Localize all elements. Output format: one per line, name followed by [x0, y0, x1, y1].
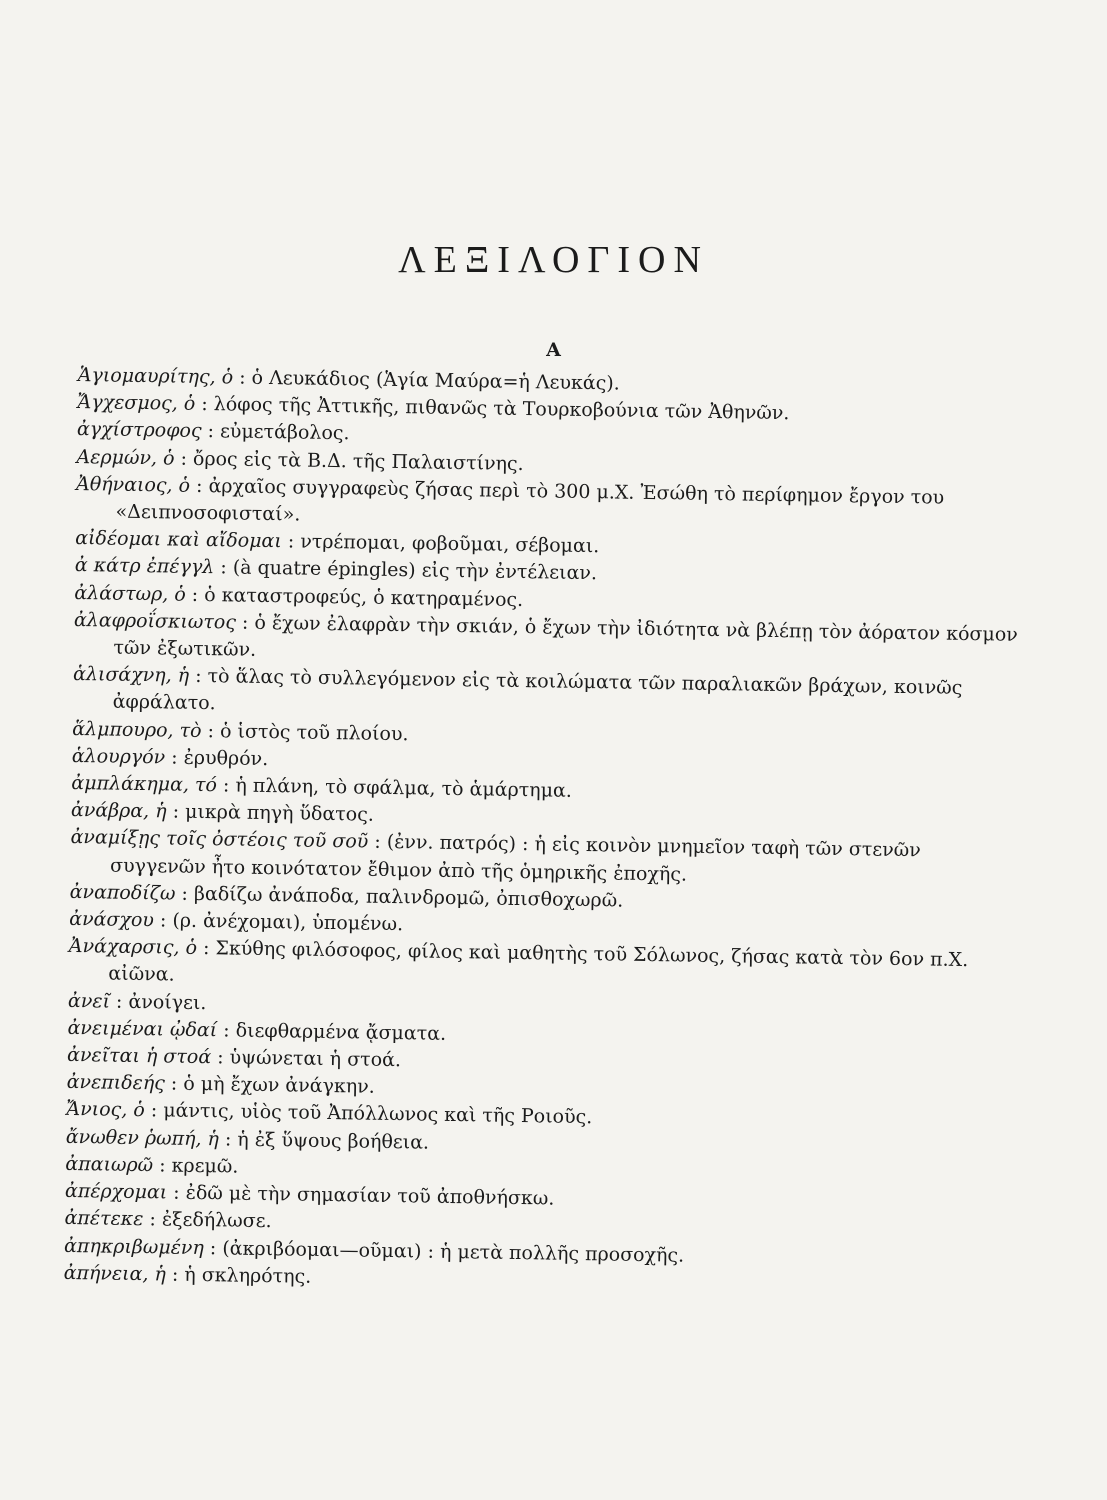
entry-separator: :	[165, 746, 184, 769]
entry-definition: ντρέπομαι, φοβοῦμαι, σέβομαι.	[300, 530, 600, 558]
entry-headword: ἄνωθεν ῥωπή, ἡ	[65, 1125, 220, 1150]
entry-definition: ἐξεδήλωσε.	[161, 1208, 272, 1233]
entry-definition: ὑψώνεται ἡ στοά.	[229, 1046, 402, 1072]
entry-headword: αἰδέομαι καὶ αἴδομαι	[75, 527, 282, 553]
entry-separator: :	[152, 1154, 172, 1177]
entry-headword: ἀνεῖται ἡ στοά	[66, 1043, 212, 1069]
entry-definition: ὁ μὴ ἔχων ἀνάγκην.	[183, 1073, 375, 1099]
entry-definition: ὁ Λευκάδιος (Ἁγία Μαύρα=ἡ Λευκάς).	[251, 366, 620, 395]
entry-headword: ἀγχίστροφος	[76, 418, 202, 443]
entry-definition: τὸ ἅλας τὸ συλλεγόμενον εἰς τὰ κοιλώματα τῶν παραλιακῶν βράχων, κοινῶς ἀφράλατο.	[112, 665, 963, 715]
entry-definition: ὄρος εἰς τὰ Β.Δ. τῆς Παλαιστίνης.	[192, 447, 524, 475]
entry-headword: ἀπέτεκε	[64, 1207, 144, 1231]
entry-definition: εὐμετάβολος.	[219, 420, 350, 445]
entry-separator: :	[232, 366, 252, 389]
entry-separator: :	[185, 583, 205, 606]
entry-headword: ἀναμίξῃς τοῖς ὀστέοις τοῦ σοῦ	[70, 826, 369, 854]
entry-headword: ἀνάβρα, ἡ	[70, 799, 167, 823]
glossary-list	[63, 362, 1027, 1302]
entry-definition: (ἐνν. πατρός) : ἡ εἰς κοινὸν μνημεῖον ταφὴ τῶν στενῶν συγγενῶν ἦτο κοινότατον ἔθιμον ἀπὸ τῆς ὁμηρικῆς ἐποχῆς.	[109, 831, 921, 886]
entry-definition: διεφθαρμένα ᾄσματα.	[235, 1019, 447, 1045]
entry-definition: ἐρυθρόν.	[183, 746, 269, 770]
entry-definition: ὁ ἱστὸς τοῦ πλοίου.	[219, 719, 409, 745]
entry-definition: ὁ ἔχων ἐλαφρὰν τὴν σκιάν, ὁ ἔχων τὴν ἰδιότητα νὰ βλέπῃ τὸν ἀόρατον κόσμον τῶν ἐξωτικῶν.	[113, 611, 1018, 661]
entry-headword: ἀναποδίζω	[69, 880, 176, 905]
entry-headword: ἀπέρχομαι	[64, 1179, 168, 1204]
entry-separator: :	[167, 1181, 186, 1204]
entry-separator: :	[216, 774, 236, 797]
entry-definition: ὁ καταστροφεύς, ὁ κατηραμένος.	[204, 583, 524, 611]
entry-headword: ἀλάστωρ, ὁ	[74, 581, 186, 606]
page-title: ΛΕΞΙΛΟΓΙΟΝ	[398, 239, 709, 281]
entry-headword: ἀνεῖ	[67, 989, 111, 1013]
entry-separator: :	[153, 909, 173, 932]
entry-separator: :	[217, 1019, 236, 1042]
entry-separator: :	[214, 556, 233, 579]
entry-headword: Ἁγιομαυρίτης, ὁ	[77, 363, 234, 389]
entry-headword: ἀπηκριβωμένη	[63, 1234, 205, 1259]
entry-separator: :	[203, 1236, 223, 1259]
entry-definition: ἡ πλάνη, τὸ σφάλμα, τὸ ἁμάρτημα.	[235, 774, 573, 802]
entry-definition: μικρὰ πηγὴ ὕδατος.	[184, 800, 375, 826]
entry-headword: ἁλουργόν	[71, 744, 166, 769]
entry-headword: Ἀνάχαρσις, ὁ	[68, 935, 198, 960]
entry-separator: :	[201, 719, 221, 742]
entry-separator: :	[195, 393, 214, 416]
entry-headword: ἀ κάτρ ἐπέγγλ	[74, 554, 215, 579]
entry-headword: ἀπαιωρῶ	[65, 1152, 154, 1177]
entry-headword: ἀμπλάκημα, τό	[71, 771, 218, 797]
entry-definition: (ρ. ἀνέχομαι), ὑπομένω.	[172, 909, 404, 936]
entry-definition: ἀνοίγει.	[128, 990, 207, 1014]
entry-headword: Αερμών, ὁ	[76, 445, 175, 470]
entry-separator: :	[109, 990, 129, 1013]
entry-separator: :	[218, 1127, 238, 1151]
entry-separator: :	[143, 1208, 163, 1231]
entry-separator: :	[201, 420, 221, 443]
entry-headword: ἀνεπιδεής	[66, 1071, 166, 1095]
entry-separator: :	[368, 831, 387, 854]
entry-definition: μάντις, υἱὸς τοῦ Ἀπόλλωνος καὶ τῆς Ροιοῦς.	[163, 1099, 593, 1129]
entry-separator: :	[281, 530, 301, 553]
entry-definition: (à quatre épingles) εἰς τὴν ἐντέλειαν.	[232, 556, 598, 585]
entry-headword: ἁλισάχνη, ἡ	[72, 663, 190, 688]
entry-separator: :	[188, 665, 208, 688]
entry-definition: ἡ σκληρότης.	[184, 1263, 312, 1288]
entry-separator: :	[210, 1046, 230, 1069]
entry-definition: ἀρχαῖος συγγραφεὺς ζήσας περὶ τὸ 300 μ.Χ. Ἐσώθη τὸ περίφημον ἔργον του «Δειπνοσοφισταί».	[115, 474, 945, 526]
entry-headword: ἅλμπουρο, τὸ	[72, 717, 202, 742]
entry-headword: Ἄγχεσμος, ὁ	[77, 391, 196, 416]
entry-headword: ἀλαφροΐσκιωτος	[73, 608, 237, 634]
entry-separator: :	[175, 882, 195, 905]
entry-separator: :	[164, 1072, 184, 1096]
entry-separator: :	[189, 474, 209, 497]
entry-definition: βαδίζω ἀνάποδα, παλινδρομῶ, ὀπισθοχωρῶ.	[193, 882, 624, 912]
section-letter: Α	[546, 339, 561, 361]
entry-separator: :	[165, 1263, 185, 1286]
entry-separator: :	[144, 1099, 164, 1122]
entry-headword: Ἀθήναιος, ὁ	[75, 472, 191, 497]
entry-headword: Ἄνιος, ὁ	[66, 1098, 145, 1122]
entry-separator: :	[166, 800, 186, 823]
entry-separator: :	[174, 447, 194, 470]
entry-definition: λόφος τῆς Ἀττικῆς, πιθανῶς τὰ Τουρκοβούνια τῶν Ἀθηνῶν.	[213, 393, 790, 425]
entry-definition: Σκύθης φιλόσοφος, φίλος καὶ μαθητὴς τοῦ Σόλωνος, ζήσας κατὰ τὸν 6ον π.Χ. αἰῶνα.	[108, 937, 969, 987]
entry-definition: ἡ ἐξ ὕψους βοήθεια.	[237, 1128, 430, 1154]
entry-separator: :	[196, 937, 216, 960]
entry-definition: (ἀκριβόομαι—οῦμαι) : ἡ μετὰ πολλῆς προσοχῆς.	[222, 1236, 685, 1267]
entry-headword: ἀπήνεια, ἡ	[63, 1261, 167, 1286]
entry-definition: ἐδῶ μὲ τὴν σημασίαν τοῦ ἀποθνήσκω.	[185, 1181, 555, 1210]
entry-definition: κρεμῶ.	[171, 1154, 239, 1178]
entry-headword: ἀνειμέναι ᾠδαί	[67, 1016, 218, 1042]
entry-headword: ἀνάσχου	[69, 907, 155, 932]
entry-separator: :	[235, 611, 255, 634]
